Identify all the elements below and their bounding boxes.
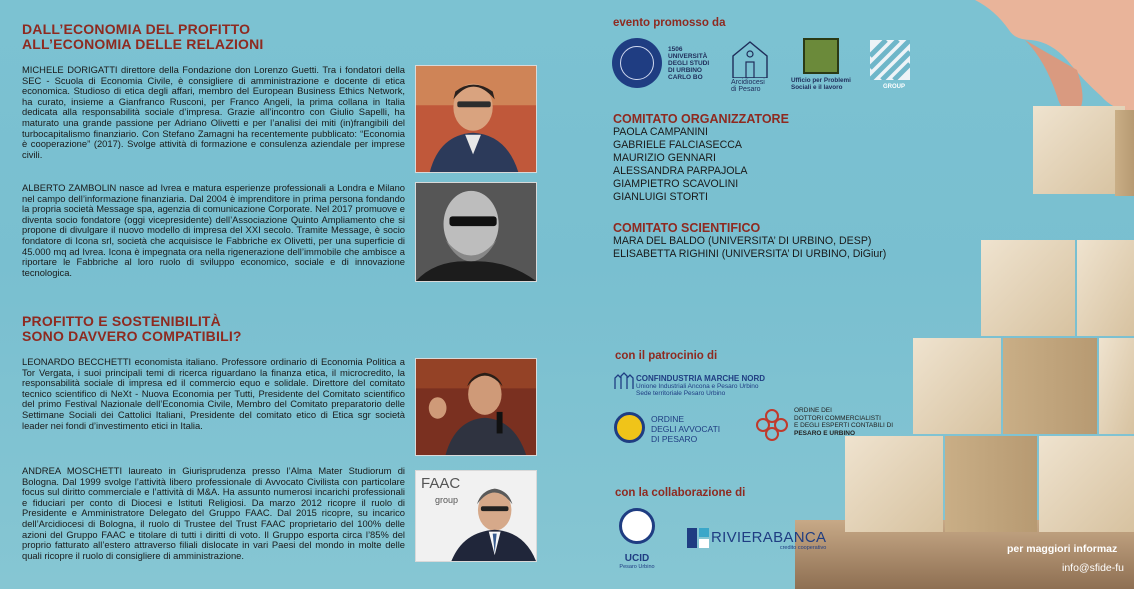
commercialisti-line: E DEGLI ESPERTI CONTABILI DI [794,422,894,429]
arcidiocesi-label [731,79,765,93]
collaboration-label: con la collaborazione di [615,487,746,499]
contact-email[interactable]: info@sfide-fu [1062,562,1125,574]
photo-dorigatti [415,65,537,173]
ufficio-emblem-icon [803,38,839,74]
rivierabanca-name: RIVIERABANCA [711,529,827,546]
uniurb-logo-text [668,46,709,81]
org-committee-member: ALESSANDRA PARPAJOLA [613,165,748,177]
ordine-avvocati-label [651,414,720,444]
org-committee-member: MAURIZIO GENNARI [613,152,716,164]
photo-becchetti [415,358,537,456]
promoted-by-label: evento promosso da [613,17,726,29]
ucid-name: UCID [624,553,650,564]
commercialisti-line: ORDINE DEI [794,407,832,414]
commercialisti-line: DOTTORI COMMERCIALISTI [794,414,881,422]
uniurb-year: 1506 [668,46,683,53]
org-committee-member: GABRIELE FALCIASECCA [613,139,742,151]
confindustria-icon [614,372,634,390]
confindustria-line: Unione Industriali Ancona e Pesaro Urbino [636,383,759,390]
event-info-panel [595,0,1134,589]
section-title-line: PROFITTO E SOSTENIBILITÀ [22,313,221,329]
rivierabanca-icon [687,528,709,548]
org-committee-member: PAOLA CAMPANINI [613,126,708,138]
photo-zambolin [415,182,537,282]
arcidiocesi-line: Arcidiocesi [731,79,765,86]
section-title-line: SONO DAVVERO COMPATIBILI? [22,328,242,344]
commercialisti-line: PESARO E URBINO [794,429,856,437]
bio-zambolin: ALBERTO ZAMBOLIN nasce ad Ivrea e matura esperienze professionali a Londra e Milano nel campo dell’informazione finanziaria. Dal 2004 è imprenditore in prima persona fondando la propria società Message spa, agenzia di comunicazione Corporate. Nel 2017 promuove e diventa socio fondatore (oggi vicepresidente) dell’Associazione Quinto Ampliamento che si propone di divulgare il nuovo modello di impresa del XXI secolo. Tramite Message, è socio fondatore di Icona srl, società che acquisisce le Fabbriche ex Olivetti, per una superficie di 45.000 mq ad Ivrea. Icona è impegnata ora nella rigenerazione dell’immobile che ambisce a riportare le Fabbriche al loro ruolo di sviluppo economico, sociale e di innovazione tecnologica. [22,182,405,278]
section-title-profit-sustainability [22,314,242,344]
uniurb-line: DI URBINO [668,67,702,74]
bio-moschetti: ANDREA MOSCHETTI laureato in Giurisprudenza presso l’Alma Mater Studiorum di Bologna. Dal 1999 svolge l’attività libero professionale di Avvocato Civilista con particolare focus sul diritto commerciale e l’attività di M&A. Ha assunto numerosi incarichi professionali e fiduciari per conto di Diocesi e Istituti Religiosi. Da marzo 2012 ricopre il ruolo di Presidente e Amministratore Delegato del Gruppo FAAC. Dal 2015 ricopre, su incarico dell’Arcidiocesi di Bologna, il ruolo di Trustee del Trust FAAC proprietario del 100% delle azioni del Gruppo FAAC e titolare di tutti i diritti di voto. Il Gruppo esporta circa l’85% del proprio fatturato all’estero attraverso filiali dislocate in vari Paesi del mondo in molte delle quali ricopre il ruolo di consigliere di amministrazione. [22,465,405,561]
uniurb-line: UNIVERSITÀ [668,53,708,60]
sci-committee-member: ELISABETTA RIGHINI (UNIVERSITA’ DI URBINO, DiGiur) [613,248,887,260]
faac-sign-group: group [435,495,459,505]
commercialisti-flower-icon [755,408,789,442]
confindustria-name: CONFINDUSTRIA MARCHE NORD [636,374,766,383]
sci-committee-member: MARA DEL BALDO (UNIVERSITA’ DI URBINO, DESP) [613,235,872,247]
ufficio-line: Sociali e il lavoro [791,84,843,91]
uniurb-line: DEGLI STUDI [668,60,710,67]
uniurb-seal-icon [612,38,662,88]
section-title-line: DALL’ECONOMIA DEL PROFITTO [22,21,251,37]
org-committee-member: GIANLUIGI STORTI [613,191,708,203]
group-logo-label: GROUP [883,84,906,90]
ucid-label [617,553,657,571]
section-title-profit-to-relations [22,22,264,52]
ordine-avvocati-line: ORDINE [651,414,685,424]
ufficio-line: Ufficio per Problemi [791,77,851,84]
patronage-label: con il patrocinio di [615,350,718,362]
org-committee-member: GIAMPIETRO SCAVOLINI [613,178,739,190]
ordine-avvocati-line: DEGLI AVVOCATI [651,424,721,434]
confindustria-line: Sede territoriale Pesaro Urbino [636,390,726,397]
photo-moschetti [415,470,537,562]
sci-committee-title: COMITATO SCIENTIFICO [613,221,761,235]
ordine-avvocati-seal-icon [614,412,645,443]
confindustria-label [636,374,765,397]
uniurb-line: CARLO BO [668,74,703,81]
cathedral-icon [729,40,771,78]
ucid-seal-icon [619,508,655,544]
faac-sign-word: FAAC [421,475,461,492]
commercialisti-label [794,407,893,437]
org-committee-list [613,126,747,204]
bio-becchetti: LEONARDO BECCHETTI economista italiano. Professore ordinario di Economia Politica a Tor Vergata, i suoi principali temi di ricerca riguardano la finanza etica, il microcredito, la responsabilità sociale di impresa ed il commercio equo e solidale. Direttore del comitato tecnico scientifico di NeXt - Nuova Economia per Tutti, Presidente del Comitato scientifico del primo Festival Nazionale dell’Economia Civile, Membro del Comitato preparatorio delle Settimane Sociali dei Cattolici Italiani, Presidente del comitato etico di Etica sgr società leader nei fondi d’investimento etici in Italia. [22,356,405,431]
org-committee-title: COMITATO ORGANIZZATORE [613,112,789,126]
bio-dorigatti: MICHELE DORIGATTI direttore della Fondazione don Lorenzo Guetti. Tra i fondatori della SEC - Scuola di Economia Civile, è consigliere di amministrazione e docente di etica economica. Studioso di etica degli affari, membro del European Business Ethics Network, ha curato, insieme a Gianfranco Rusconi, per Franco Angeli, la prima collana in Italia dedicata alla responsabilità sociale d’impresa. Grazie all’incontro con Giulio Sapelli, ha maturato una grande passione per Adriano Olivetti e per l’analisi dei miti (in)frangibili del turbocapitalismo finanziario. Con Stefano Zamagni ha recentemente pubblicato: “Economia è cooperazione” (2017). Svolge attività di formazione e consulenza aziendale per imprese civili. [22,64,405,160]
section-title-line: ALL’ECONOMIA DELLE RELAZIONI [22,36,264,52]
sci-committee-list [613,235,886,261]
rivierabanca-tagline: credito cooperativo [779,545,827,551]
group-stripes-logo-icon [870,40,910,80]
ufficio-label [791,77,851,91]
rivierabanca-label [711,530,826,552]
ucid-city: Pesaro Urbino [619,564,655,570]
more-info-label: per maggiori informaz [1007,543,1118,555]
faac-sign [421,476,460,508]
ordine-avvocati-line: DI PESARO [651,434,698,444]
arcidiocesi-line: di Pesaro [731,86,761,93]
